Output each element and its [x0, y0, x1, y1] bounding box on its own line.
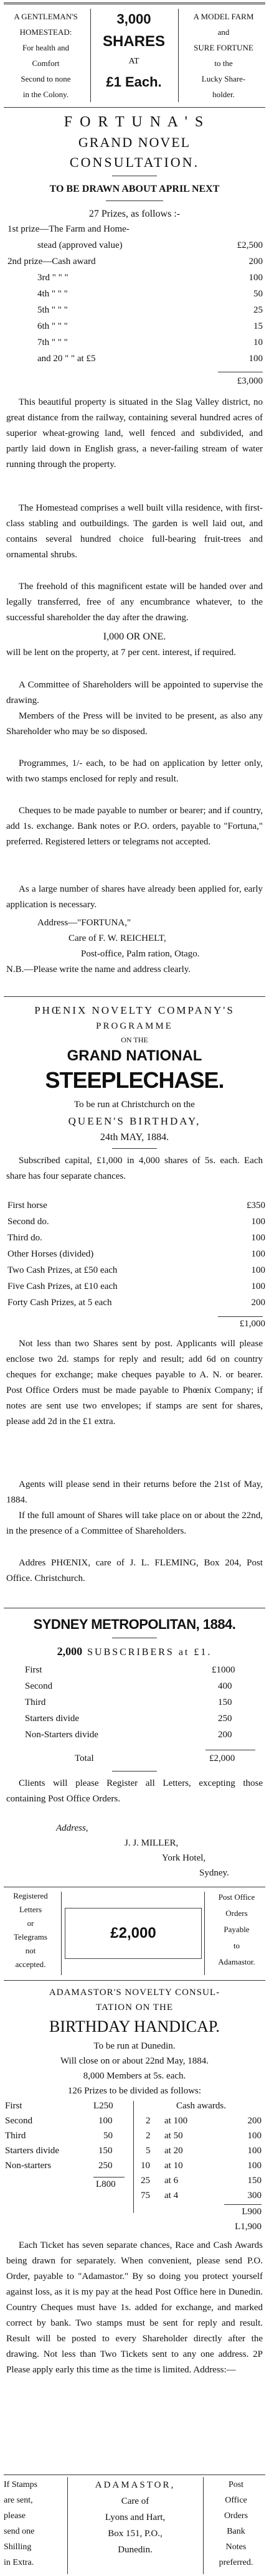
prize-label: and 20 " " at £5	[37, 354, 96, 364]
box-line: Box 151, P.O.,	[108, 2529, 163, 2539]
prizes-total: £2,000	[209, 1753, 235, 1763]
box-line: A MODEL FARM	[193, 12, 254, 21]
box-line: Comfort	[32, 59, 60, 68]
cash-amount: 150	[247, 2176, 262, 2186]
phoenix-agents-note: Agents will please send in their returns before the 21st of May, 1884.	[6, 1479, 263, 1505]
box-line: Notes	[225, 2542, 247, 2552]
fortuna-subtitle: CONSULTATION.	[69, 154, 200, 170]
prize-row	[0, 1714, 269, 1730]
prize-amount: 200	[218, 1730, 232, 1740]
loan-note: will be lent on the property, at 7 per cent. interest, if required.	[6, 648, 236, 658]
box-line: For health and	[22, 43, 70, 52]
prize-amount: 100	[251, 1249, 265, 1259]
prize-row	[0, 2146, 131, 2161]
phoenix-event: QUEEN'S BIRTHDAY,	[68, 1115, 201, 1127]
prize-row	[0, 289, 269, 305]
prize-row	[0, 2101, 131, 2116]
sydney-title: SYDNEY METROPOLITAN, 1884.	[33, 1616, 236, 1632]
programme-note: Programmes, 1/- each, to be had on application by letter only, with two stamps enclosed for reply and result.	[6, 758, 263, 784]
cash-row	[137, 2158, 265, 2173]
address-city: Sydney.	[199, 1868, 229, 1878]
prize-label: 2nd prize—Cash award	[7, 257, 96, 267]
box-line: in Extra.	[4, 2558, 34, 2567]
prize-label: Non-Starters divide	[25, 1730, 98, 1740]
prize-amount: 50	[253, 289, 263, 299]
box-line: Office	[225, 2496, 247, 2505]
address-name: J. J. MILLER,	[125, 1838, 179, 1848]
loan-amount: I,000 OR ONE.	[103, 631, 166, 642]
prize-row	[0, 321, 269, 337]
adamastor-title: ADAMASTOR'S NOVELTY CONSUL-	[49, 1988, 220, 1998]
box-line: Bank	[227, 2527, 245, 2536]
cash-amount: 100	[247, 2146, 262, 2156]
divider	[133, 2101, 134, 2213]
phoenix-date: 24th MAY, 1884.	[100, 1132, 169, 1143]
phoenix-prize-table	[0, 1201, 269, 1314]
prize-label: Starters divide	[25, 1714, 80, 1724]
box-line: to the	[214, 59, 233, 68]
prize-amount: 150	[98, 2146, 113, 2156]
address-hotel: York Hotel,	[162, 1853, 206, 1863]
prize-label: 1st prize—The Farm and Home-	[7, 224, 130, 234]
adamastor-left-box	[4, 2477, 66, 2570]
box-line: Payable	[224, 1925, 250, 1934]
prize-row	[0, 337, 269, 354]
cash-count: 25	[141, 2176, 150, 2186]
prize-amount: 100	[251, 1233, 265, 1243]
sydney-register-note: Clients will please Register all Letters, excepting those containing Post Office Orders.	[6, 1778, 263, 1804]
phoenix-terms: Not less than two Shares sent by post. Applicants will please enclose two 2d. stamps for reply and result; add 6d on country cheques for exchange; make cheques payable to A. N. or bearer. Post Office Orders must be made payable to Phœnix Company; if notes are sent use two envelopes; if stamps are sent for shares, please add 2d in the £1 extra.	[6, 1339, 263, 1427]
divider	[204, 1892, 205, 1975]
adamastor-title: TATION ON THE	[95, 2003, 173, 2012]
box-line: preferred.	[219, 2558, 253, 2567]
prize-amount: 50	[103, 2131, 113, 2141]
phoenix-address: Addres PHŒNIX, care of J. L. FLEMING, Box 204, Post Office. Christchurch.	[6, 1558, 263, 1583]
cash-count: 5	[146, 2146, 151, 2156]
prize-amount: 250	[218, 1714, 232, 1724]
fortuna-left-box	[4, 9, 88, 102]
prize-label: First	[5, 2101, 22, 2111]
subscribers-count: 2,000	[57, 1645, 83, 1658]
prize-row	[0, 354, 269, 370]
early-application-note: As a large number of shares have already been applied for, early application is necessary.	[6, 884, 263, 910]
press-note: Members of the Press will be invited to be present, as also any Shareholder who may be so disposed.	[6, 711, 263, 737]
prize-amount: £1000	[212, 1665, 235, 1675]
box-line: Letters	[19, 1905, 42, 1914]
cash-amount: 100	[247, 2161, 262, 2171]
phoenix-race-name: STEEPLECHASE.	[45, 1067, 224, 1093]
divider	[112, 1771, 157, 1772]
adamastor-right-box	[205, 2477, 267, 2570]
prize-row	[0, 1681, 269, 1697]
sydney-center-box	[65, 1908, 202, 1959]
prize-row	[0, 1281, 269, 1298]
shares-at: AT	[128, 57, 139, 66]
adamastor-terms: Each Ticket has seven separate chances, Race and Cash Awards being drawn for separately. When convenient, please send P.O. Order, payable to "Adamastor." By so doing you protect yourself against loss, as it is my pay at the head Post Office here in Dunedin. Country Cheques must have 1s. added for exchange, and marked correct by bank. Two stamps must be sent for reply and result. Result will be posted to every Shareholder directly after the drawing. Not less than Two Tickets sent to any one address. 2P Please apply early this time as the time is limited. Address:—	[6, 2240, 263, 2375]
divider	[178, 9, 179, 102]
box-line: not	[25, 1946, 36, 1955]
payment-note: Cheques to be made payable to number or bearer; and if country, add 1s. exchange. Bank notes or P.O. orders, payable to "Fortuna," preferred. Registered letters or telegrams not accepted.	[6, 806, 263, 847]
sydney-left-box	[2, 1889, 59, 1971]
box-line: Second to none	[21, 74, 71, 83]
box-line: in the Colony.	[22, 90, 69, 99]
prize-label: First horse	[7, 1201, 47, 1210]
prize-label: 4th " " "	[37, 289, 68, 299]
address-nb: N.B.—Please write the name and address clearly.	[6, 965, 191, 974]
prize-label: Second do.	[7, 1217, 49, 1227]
prize-label: stead (approved value)	[37, 240, 123, 250]
total-label: Total	[75, 1753, 94, 1763]
fortuna-advert	[0, 0, 269, 1003]
box-line: holder.	[212, 90, 235, 99]
prize-row	[0, 1233, 269, 1249]
phoenix-race-name: GRAND NATIONAL	[67, 1047, 202, 1064]
divider	[4, 2, 265, 4]
cash-count: 2	[146, 2131, 151, 2141]
subscribers-text: SUBSCRIBERS at £1.	[87, 1647, 212, 1658]
prize-label: Forty Cash Prizes, at 5 each	[7, 1298, 112, 1308]
prize-label: 6th " " "	[37, 321, 68, 331]
shares-count: 3,000	[116, 11, 151, 27]
prize-row	[0, 257, 269, 273]
divider	[4, 1980, 265, 1981]
adamastor-center-box	[70, 2477, 201, 2558]
cash-heading: Cash awards.	[176, 2101, 226, 2111]
sydney-right-box	[207, 1889, 267, 1970]
adamastor-race-prizes	[0, 2101, 131, 2176]
cash-count: 75	[141, 2191, 150, 2201]
prize-amount: 100	[98, 2116, 113, 2126]
adamastor-cash-awards	[137, 2098, 265, 2203]
prize-label: First	[25, 1665, 42, 1675]
cash-label: at 10	[164, 2161, 183, 2171]
prize-label: Five Cash Prizes, at £10 each	[7, 1281, 118, 1291]
prize-amount: 25	[253, 305, 263, 315]
box-line: Dunedin.	[118, 2545, 153, 2555]
box-line: If Stamps	[4, 2480, 38, 2489]
address-po: Post-office, Palm ration, Otago.	[81, 949, 200, 959]
fortuna-header	[0, 9, 269, 103]
cash-row	[137, 2188, 265, 2203]
prize-label: Third do.	[7, 1233, 42, 1243]
prize-label: Second	[25, 1681, 53, 1691]
box-line: HOMESTEAD:	[19, 27, 72, 37]
sydney-prize-pool: £2,000	[110, 1925, 156, 1941]
prize-label: Third	[25, 1697, 46, 1707]
adamastor-advert	[0, 1983, 269, 2576]
prize-row	[0, 1217, 269, 1233]
prize-label: Third	[5, 2131, 26, 2141]
divider	[203, 2477, 204, 2574]
prize-amount: 15	[253, 321, 263, 331]
cash-label: at 4	[164, 2191, 179, 2201]
phoenix-location: To be run at Christchurch on the	[74, 1100, 195, 1110]
fortuna-prize-table	[0, 224, 269, 370]
prize-row	[0, 1265, 269, 1281]
box-line: Post	[228, 2480, 244, 2489]
prize-label: 5th " " "	[37, 305, 68, 315]
prize-amount: 10	[253, 337, 263, 347]
box-line: ADAMASTOR,	[95, 2480, 176, 2490]
box-line: Telegrams	[14, 1932, 47, 1941]
adamastor-location: To be run at Dunedin.	[93, 2041, 176, 2051]
prize-amount: 100	[251, 1281, 265, 1291]
divider	[4, 996, 265, 997]
address-label: Address,	[56, 1823, 88, 1833]
sydney-footer-boxes	[0, 1889, 269, 1978]
adamastor-close-date: Will close on or about 22nd May, 1884.	[60, 2056, 209, 2066]
prize-row	[0, 224, 269, 240]
prize-row	[0, 240, 269, 257]
prize-label: Other Horses (divided)	[7, 1249, 94, 1259]
prize-row	[0, 2161, 131, 2176]
cash-amount: 100	[247, 2131, 262, 2141]
box-line: Orders	[224, 2511, 248, 2521]
prize-row	[0, 1201, 269, 1217]
property-description: This beautiful property is situated in the Slag Valley district, no great distance from the railway, containing several hundred acres of superior wheat-growing land, well fenced and subdivided, and partly laid down in English grass, a never-failing stream of water running through the property.	[6, 397, 263, 469]
box-line: Registered	[13, 1891, 48, 1900]
box-line: to	[233, 1941, 240, 1950]
prize-amount: £350	[247, 1201, 265, 1210]
divider	[224, 2204, 262, 2205]
prize-row	[0, 273, 269, 289]
cash-amount: 300	[247, 2191, 262, 2201]
prize-label: Two Cash Prizes, at £50 each	[7, 1265, 118, 1275]
box-line: accepted.	[15, 1960, 46, 1969]
divider	[218, 1316, 263, 1317]
prize-amount: £2,500	[237, 240, 263, 250]
prizes-total: £1,000	[239, 1319, 265, 1329]
phoenix-programme: PROGRAMME	[96, 1021, 173, 1031]
sydney-subscribers	[0, 1643, 269, 1661]
box-line: A GENTLEMAN'S	[14, 12, 78, 21]
prize-label: Non-starters	[5, 2161, 52, 2171]
cash-count: 10	[141, 2161, 150, 2171]
prize-row	[0, 2116, 131, 2131]
cash-row	[137, 2173, 265, 2188]
homestead-description: The Homestead comprises a well built villa residence, with first-class stabling and outbuildings. The garden is well laid out, and contains several hundred choice full-bearing fruit-trees and ornamental shrubs.	[6, 503, 263, 560]
prize-row	[0, 1730, 269, 1746]
prize-amount: 100	[248, 354, 263, 364]
divider	[4, 107, 265, 108]
box-line: Lucky Share-	[201, 74, 246, 83]
prize-amount: 150	[218, 1697, 232, 1707]
box-line: Care of	[121, 2496, 149, 2506]
address-label: Address—"FORTUNA,"	[37, 918, 131, 928]
prize-row	[0, 1298, 269, 1314]
adamastor-prizes-heading: 126 Prizes to be divided as follows:	[67, 2086, 202, 2096]
prize-row	[0, 1249, 269, 1265]
address-care: Care of F. W. REICHELT,	[68, 933, 166, 943]
prize-label: Starters divide	[5, 2146, 60, 2156]
sydney-prize-table	[0, 1665, 269, 1746]
phoenix-on-the: ON THE	[121, 1036, 148, 1044]
prize-amount: 200	[251, 1298, 265, 1308]
box-line: Orders	[225, 1908, 248, 1918]
cash-label: at 20	[164, 2146, 183, 2156]
shares-word: SHARES	[102, 33, 166, 50]
box-line: please	[4, 2511, 26, 2521]
prize-amount: 100	[248, 273, 263, 283]
prize-amount: 100	[251, 1265, 265, 1275]
phoenix-draw-note: If the full amount of Shares will take place on or about the 22nd, in the presence of a Committee of Shareholders.	[6, 1511, 263, 1536]
prize-amount: L250	[93, 2101, 113, 2111]
divider	[90, 9, 91, 102]
prize-label: 3rd " " "	[37, 273, 68, 283]
box-line: or	[27, 1918, 34, 1928]
box-line: Shilling	[4, 2542, 32, 2552]
cash-row	[137, 2128, 265, 2143]
committee-note: A Committee of Shareholders will be appointed to supervise the drawing.	[6, 680, 263, 705]
prize-amount: 200	[248, 257, 263, 267]
prize-row	[0, 1665, 269, 1681]
phoenix-advert	[0, 1000, 269, 1641]
fortuna-title: F O R T U N A ' S	[64, 114, 205, 130]
race-prizes-total: L800	[96, 2179, 116, 2189]
shares-price: £1 Each.	[106, 74, 162, 90]
phoenix-title: PHŒNIX NOVELTY COMPANY'S	[34, 1004, 235, 1016]
prize-row	[0, 1697, 269, 1714]
box-line: Post Office	[218, 1892, 255, 1902]
phoenix-capital: Subscribed capital, £1,000 in 4,000 shares of 5s. each. Each share has four separate chances.	[6, 1156, 263, 1181]
transfer-note: The freehold of this magnificent estate will be handed over and legally transferred, free of any encumbrance whatever, to the successful shareholder the day after the drawing.	[6, 582, 263, 623]
cash-count: 2	[146, 2116, 151, 2126]
prizes-total: £3,000	[237, 376, 263, 386]
cash-row	[137, 2143, 265, 2158]
prize-label: Second	[5, 2116, 33, 2126]
box-line: are sent,	[4, 2496, 33, 2505]
box-line: Lyons and Hart,	[105, 2512, 166, 2522]
adamastor-members: 8,000 Members at 5s. each.	[83, 2071, 186, 2081]
prize-row	[0, 2131, 131, 2146]
box-line: Adamastor.	[218, 1957, 255, 1966]
prize-label: 7th " " "	[37, 337, 68, 347]
fortuna-subtitle: GRAND NOVEL	[78, 134, 191, 150]
grand-total: L1,900	[235, 2222, 262, 2232]
cash-label: at 6	[164, 2176, 179, 2186]
adamastor-footer-boxes	[0, 2477, 269, 2576]
fortuna-shares-box	[92, 9, 176, 95]
cash-total: L900	[242, 2207, 262, 2217]
box-line: SURE FORTUNE	[194, 43, 253, 52]
divider	[112, 1148, 157, 1149]
cash-row	[137, 2113, 265, 2128]
adamastor-race-name: BIRTHDAY HANDICAP.	[49, 2017, 220, 2036]
divider	[67, 2477, 68, 2574]
prizes-heading: 27 Prizes, as follows :-	[88, 209, 181, 219]
cash-amount: 200	[247, 2116, 262, 2126]
box-line: send one	[4, 2527, 35, 2536]
fortuna-right-box	[181, 9, 267, 102]
prize-amount: 400	[218, 1681, 232, 1691]
prize-amount: 100	[251, 1217, 265, 1227]
prize-amount: 250	[98, 2161, 113, 2171]
divider	[61, 1892, 62, 1975]
draw-notice: TO BE DRAWN ABOUT APRIL NEXT	[49, 184, 220, 194]
cash-label: at 100	[164, 2116, 188, 2126]
box-line: and	[217, 27, 230, 37]
prize-row	[0, 305, 269, 321]
cash-label: at 50	[164, 2131, 183, 2141]
